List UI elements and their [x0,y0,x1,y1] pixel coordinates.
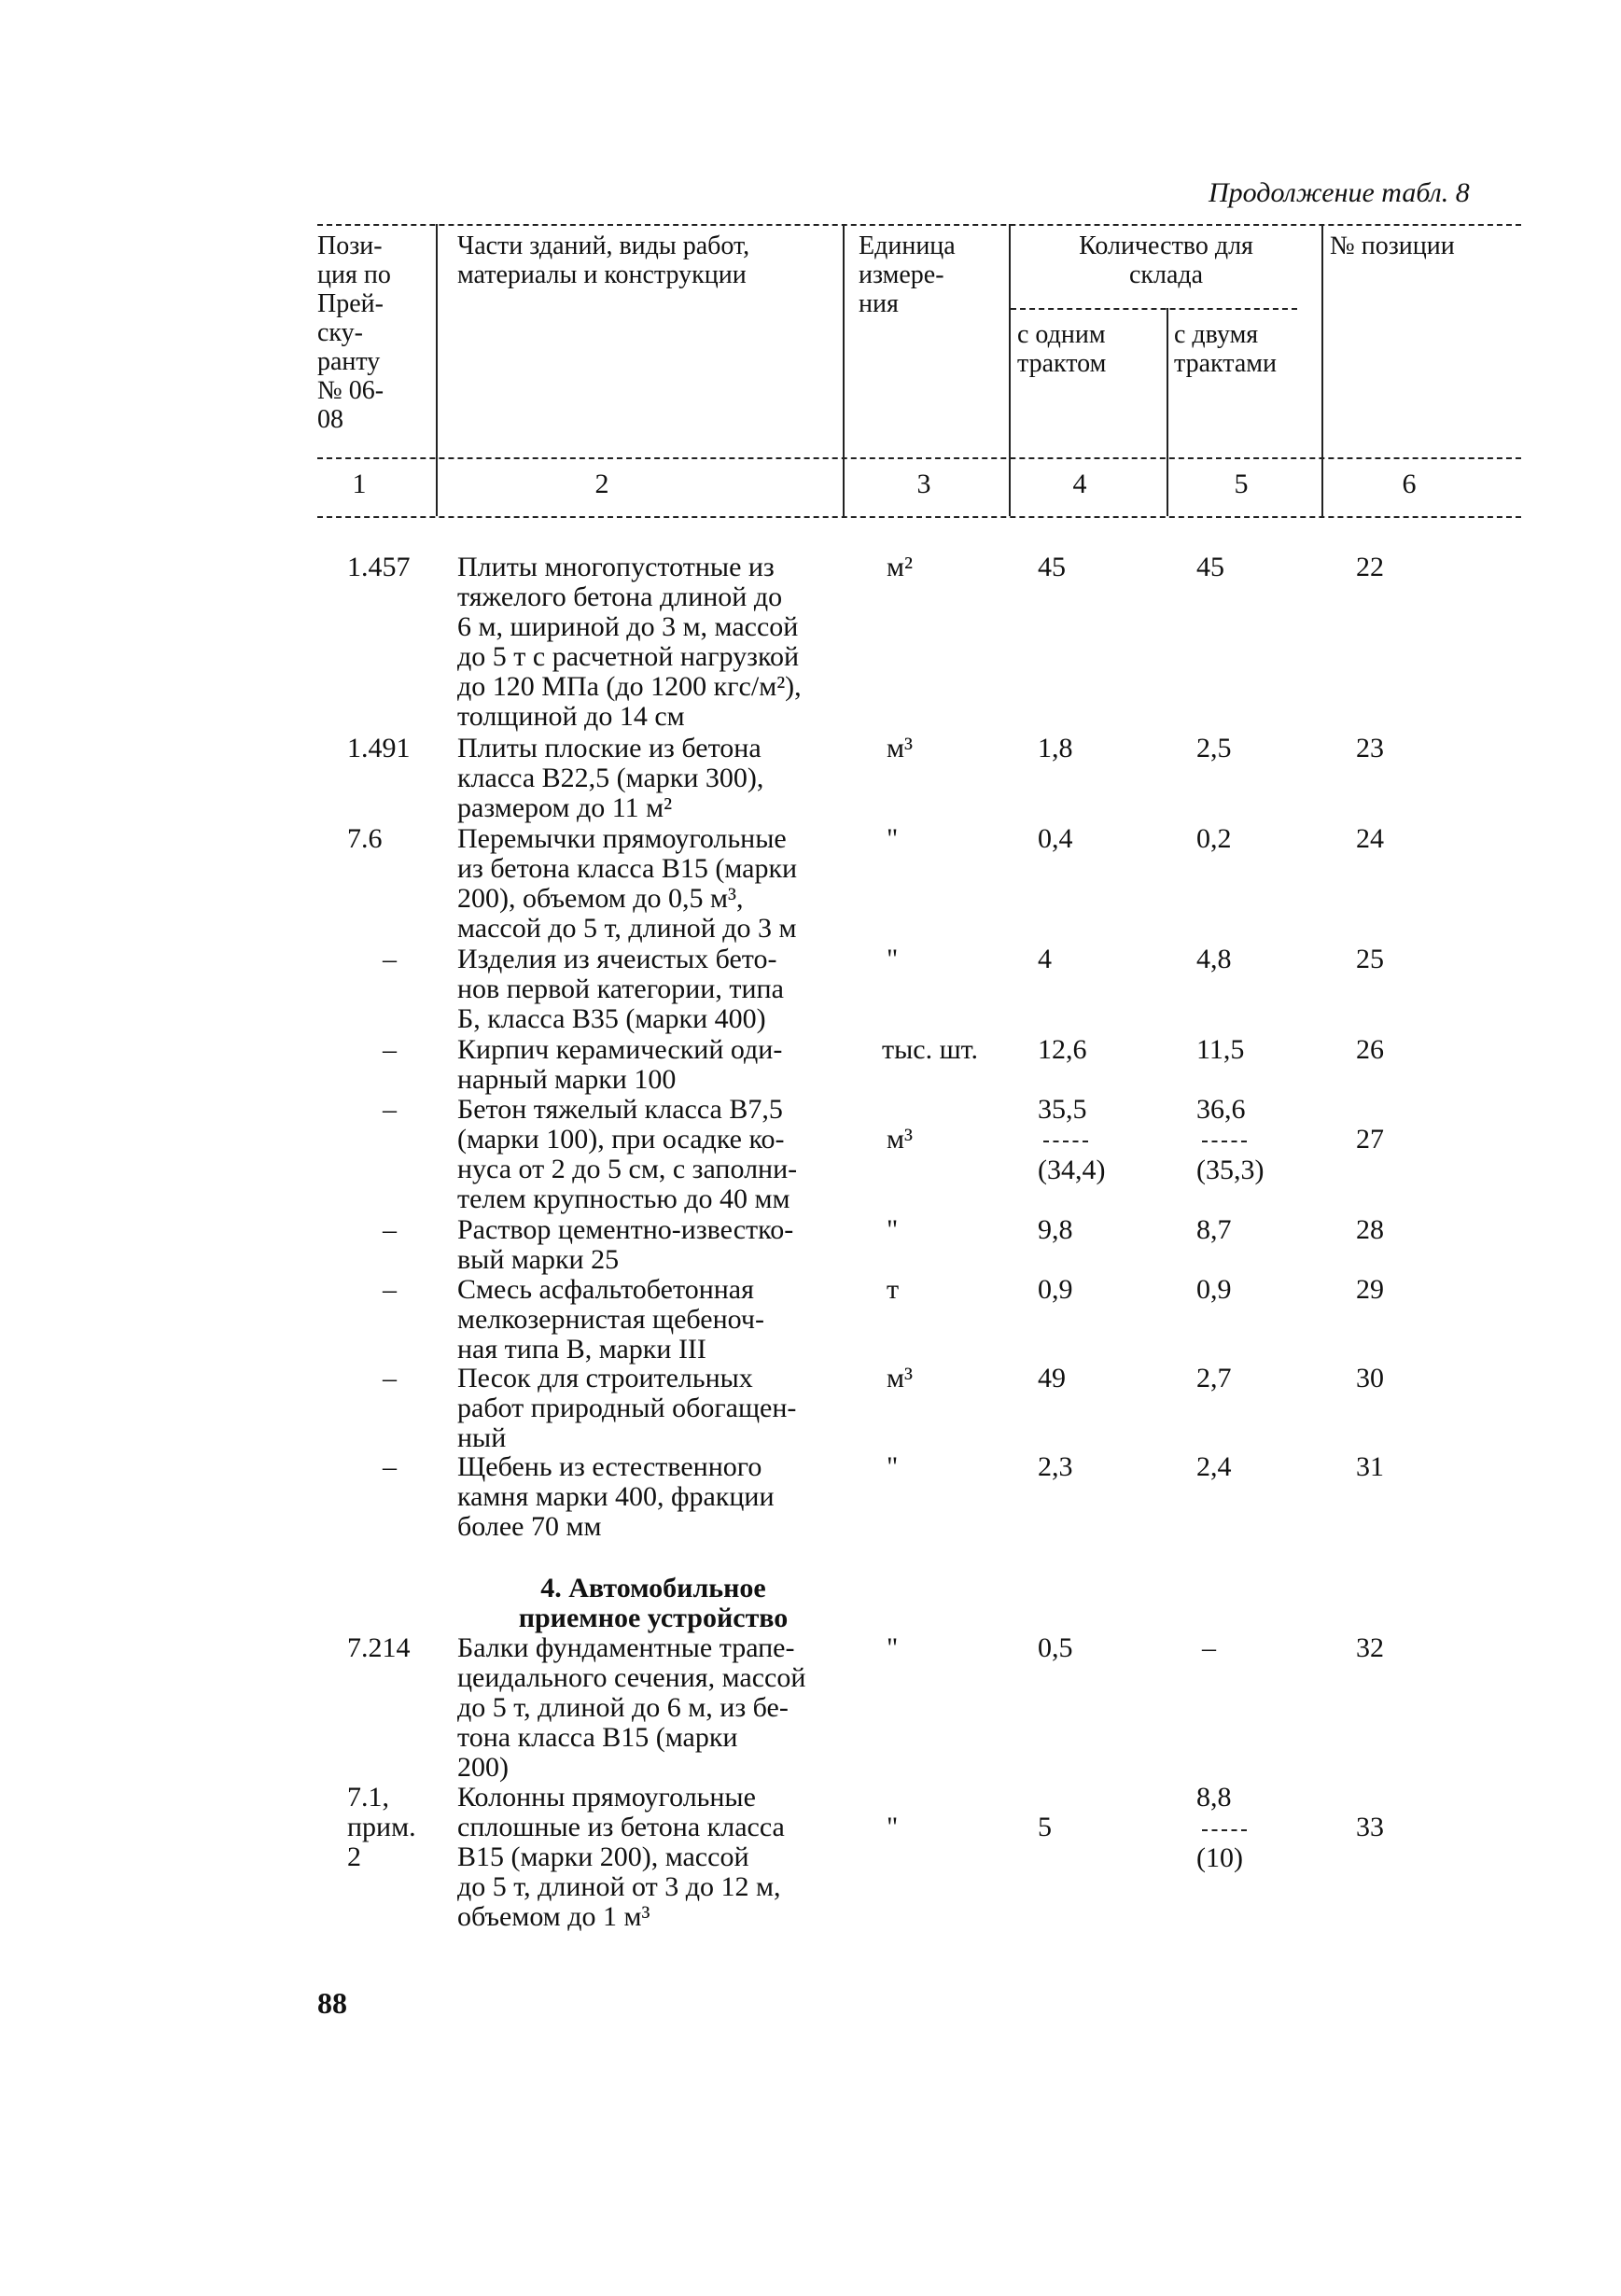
colnum-4: 4 [1072,469,1087,499]
row-9-q1: 49 [1038,1363,1066,1393]
row-11-pos: 7.214 [347,1632,411,1663]
row-2-no: 23 [1356,733,1384,763]
colnum-3: 3 [916,469,931,499]
row-10-q2: 2,4 [1196,1451,1232,1482]
row-1-pos: 1.457 [347,552,411,582]
row-12-q2: 8,8 [1196,1782,1232,1813]
row-11-unit: " [887,1632,899,1663]
row-2-q2: 2,5 [1196,733,1232,763]
row-6-q2-alt: (35,3) [1196,1155,1265,1185]
row-2-pos: 1.491 [347,733,411,763]
row-6-no: 27 [1356,1124,1384,1155]
row-4-desc: Изделия из ячеистых бето- нов первой категории, типа Б, класса В35 (марки 400) [457,944,784,1034]
row-11-q1: 0,5 [1038,1632,1073,1663]
table-caption: Продолжение табл. 8 [1209,177,1470,208]
row-8-pos: – [383,1274,397,1305]
row-11-desc: Балки фундаментные трапе- цеидального сечения, массой до 5 т, длиной до 6 м, из бе- тона класса В15 (марки 200) [457,1632,806,1783]
row-7-unit: " [887,1214,899,1245]
row-3-desc: Перемычки прямоугольные из бетона класса В15 (марки 200), объемом до 0,5 м³, массой до 5 т, длиной до 3 м [457,823,798,944]
header-unit: Единица измере- ния [859,231,956,318]
page-number: 88 [317,1986,347,2020]
row-4-pos: – [383,944,397,974]
row-3-q2: 0,2 [1196,823,1232,854]
header-bottom-rule [317,457,1521,459]
row-10-pos: – [383,1451,397,1482]
header-position: Пози- ция по Прей- ску- ранту № 06- 08 [317,231,391,434]
header-quantity: Количество для склада [1079,231,1253,289]
row-12-no: 33 [1356,1812,1384,1842]
row-7-pos: – [383,1214,397,1245]
row-12-q2-alt: (10) [1196,1842,1243,1873]
row-7-no: 28 [1356,1214,1384,1245]
row-7-desc: Раствор цементно-известко- вый марки 25 [457,1214,794,1275]
row-1-no: 22 [1356,552,1384,582]
quantity-sub-rule [1011,308,1297,310]
row-8-q2: 0,9 [1196,1274,1232,1305]
row-6-desc: Бетон тяжелый класса В7,5 (марки 100), при осадке ко- нуса от 2 до 5 см, с заполни- телем крупностью до 40 мм [457,1094,798,1214]
row-5-q2: 11,5 [1196,1034,1245,1065]
row-8-no: 29 [1356,1274,1384,1305]
row-8-desc: Смесь асфальтобетонная мелкозернистая щебеноч- ная типа В, марки III [457,1274,764,1365]
row-2-desc: Плиты плоские из бетона класса В22,5 (марки 300), размером до 11 м² [457,733,764,823]
row-4-q2: 4,8 [1196,944,1232,974]
row-10-no: 31 [1356,1451,1384,1482]
header-description: Части зданий, виды работ, материалы и конструкции [457,231,750,289]
row-3-pos: 7.6 [347,823,383,854]
header-position-number: № позиции [1330,231,1455,260]
row-10-unit: " [887,1451,899,1482]
header-two-tracts: с двумя трактами [1174,320,1277,378]
row-7-q1: 9,8 [1038,1214,1073,1245]
row-1-q2: 45 [1196,552,1224,582]
colnum-5: 5 [1234,469,1249,499]
row-7-q2: 8,7 [1196,1214,1232,1245]
header-one-tract: с одним трактом [1017,320,1107,378]
colnum-1: 1 [352,469,367,499]
row-6-q2: 36,6 [1196,1094,1246,1125]
row-6-q2-fraction-rule [1202,1141,1247,1142]
row-9-pos: – [383,1363,397,1393]
colnum-2: 2 [594,469,609,499]
row-10-q1: 2,3 [1038,1451,1073,1482]
row-9-no: 30 [1356,1363,1384,1393]
row-3-q1: 0,4 [1038,823,1073,854]
col-divider-5 [1321,224,1323,516]
colnum-6: 6 [1402,469,1417,499]
row-5-unit: тыс. шт. [882,1034,979,1065]
col-divider-4 [1167,308,1168,516]
row-10-desc: Щебень из естественного камня марки 400, фракции более 70 мм [457,1451,775,1542]
row-11-q2: – [1202,1632,1216,1663]
row-12-unit: " [887,1812,899,1842]
row-8-q1: 0,9 [1038,1274,1073,1305]
row-12-q1: 5 [1038,1812,1052,1842]
row-8-unit: т [887,1274,900,1305]
row-6-q1: 35,5 [1038,1094,1087,1125]
row-6-q1-alt: (34,4) [1038,1155,1106,1185]
row-4-unit: " [887,944,899,974]
row-3-unit: " [887,823,899,854]
section-heading: 4. Автомобильное приемное устройство [518,1573,789,1633]
row-1-desc: Плиты многопустотные из тяжелого бетона длиной до 6 м, шириной до 3 м, массой до 5 т с расчетной нагрузкой до 120 МПа (до 1200 кгс/м²), толщиной до 14 см [457,552,802,732]
row-6-unit: м³ [887,1124,913,1155]
row-4-no: 25 [1356,944,1384,974]
header-top-rule [317,224,1521,226]
row-5-q1: 12,6 [1038,1034,1087,1065]
row-2-unit: м³ [887,733,913,763]
col-divider-2 [843,224,845,516]
row-5-pos: – [383,1034,397,1065]
row-9-desc: Песок для строительных работ природный обогащен- ный [457,1363,797,1453]
row-12-q2-fraction-rule [1202,1829,1247,1831]
col-divider-1 [436,224,438,516]
row-2-q1: 1,8 [1038,733,1073,763]
row-6-pos: – [383,1094,397,1125]
row-1-unit: м² [887,552,913,582]
row-5-desc: Кирпич керамический оди- нарный марки 100 [457,1034,783,1095]
row-3-no: 24 [1356,823,1384,854]
row-6-q1-fraction-rule [1043,1141,1088,1142]
row-12-pos: 7.1, прим. 2 [347,1782,416,1872]
row-1-q1: 45 [1038,552,1066,582]
row-12-desc: Колонны прямоугольные сплошные из бетона класса В15 (марки 200), массой до 5 т, длиной от 3 до 12 м, объемом до 1 м³ [457,1782,785,1932]
row-5-no: 26 [1356,1034,1384,1065]
row-9-unit: м³ [887,1363,913,1393]
row-11-no: 32 [1356,1632,1384,1663]
row-9-q2: 2,7 [1196,1363,1232,1393]
row-4-q1: 4 [1038,944,1052,974]
colnum-bottom-rule [317,516,1521,518]
